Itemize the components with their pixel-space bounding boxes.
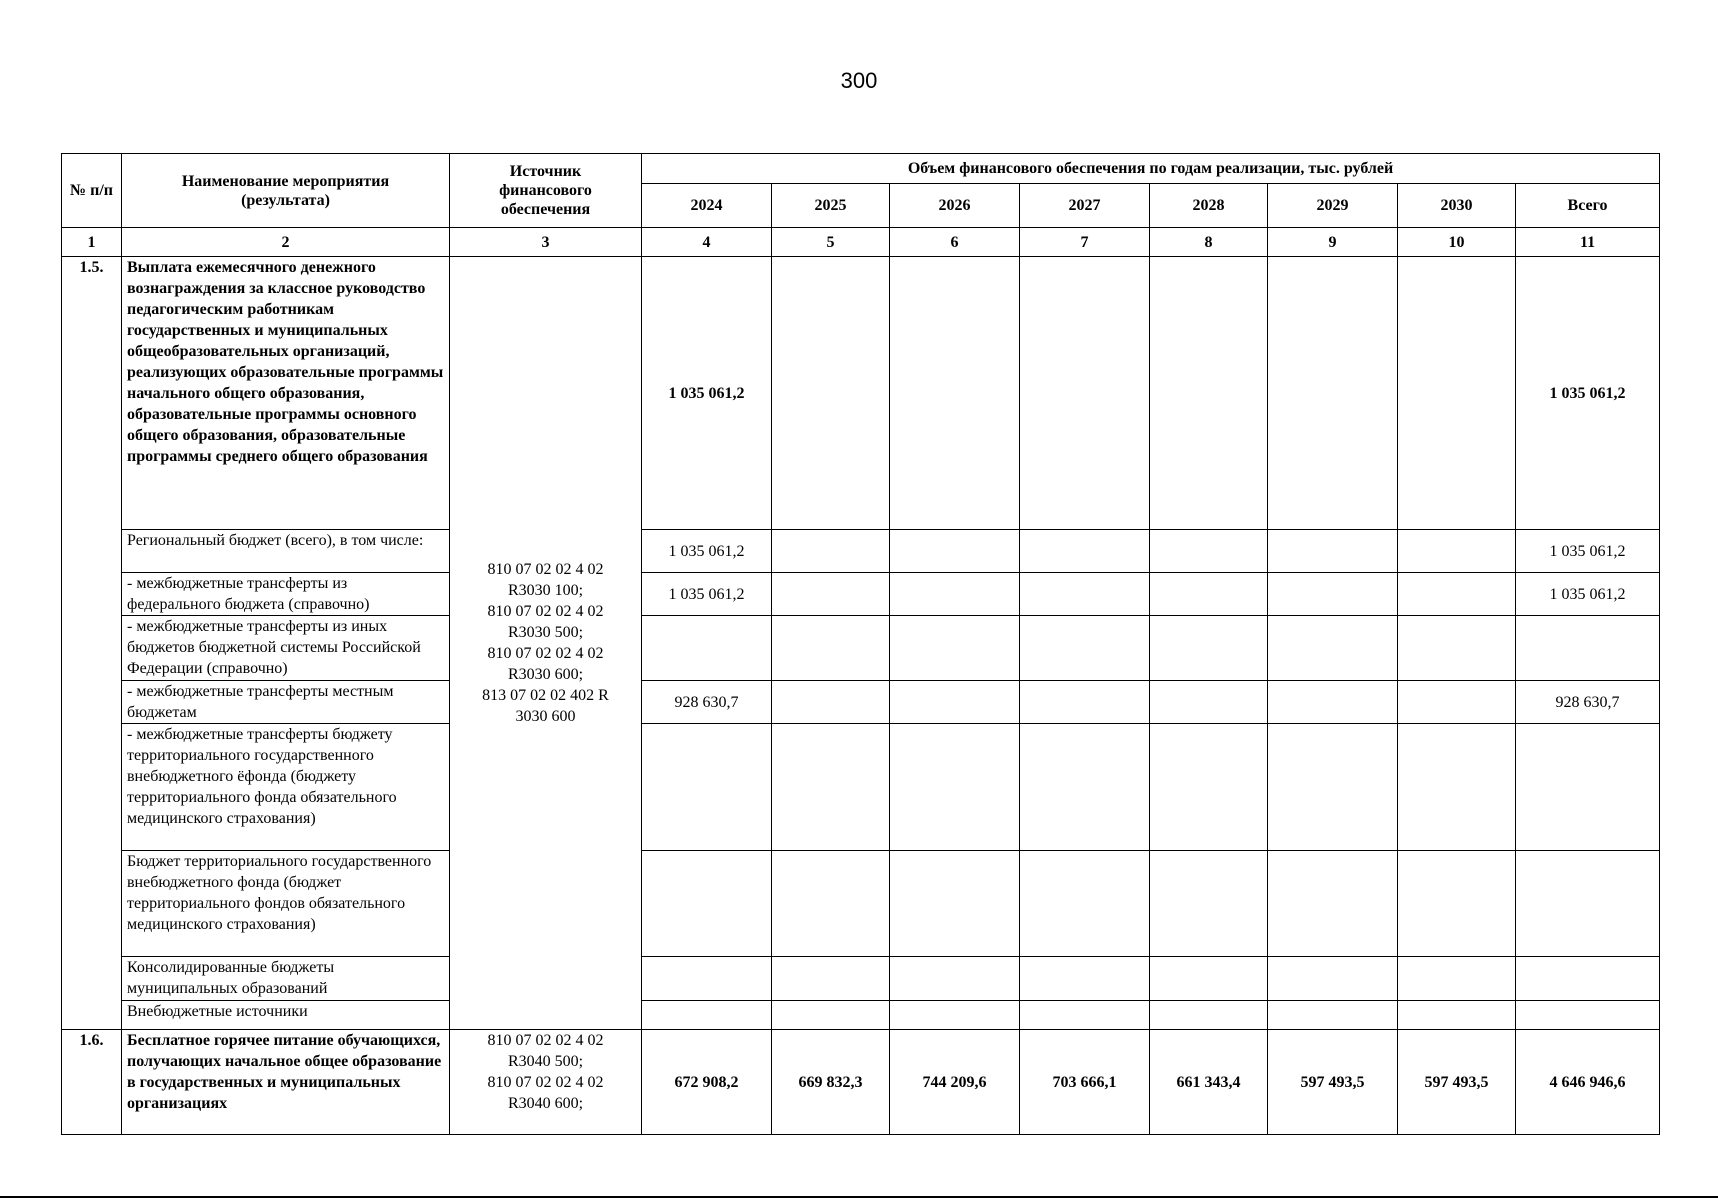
column-numbers-row — [62, 228, 1660, 257]
column-number: 2 — [122, 228, 450, 257]
value-2029 — [1268, 530, 1398, 573]
value-2026 — [890, 681, 1020, 724]
value-2029: 597 493,5 — [1268, 1030, 1398, 1135]
financing-table — [61, 153, 1660, 1135]
row-name: Консолидированные бюджеты муниципальных образований — [122, 957, 450, 1001]
source-code-line: 810 07 02 02 4 02 — [487, 603, 604, 620]
value-2028 — [1150, 530, 1268, 573]
table-row-tfoms-budget — [62, 851, 1660, 957]
value-total: 928 630,7 — [1516, 681, 1660, 724]
header-year-2025: 2025 — [772, 184, 890, 228]
value-2026 — [890, 616, 1020, 681]
value-2027 — [1020, 957, 1150, 1001]
value-2029 — [1268, 573, 1398, 616]
source-code-cell — [450, 257, 642, 1030]
value-2029 — [1268, 616, 1398, 681]
value-2027 — [1020, 724, 1150, 851]
value-total: 4 646 946,6 — [1516, 1030, 1660, 1135]
value-2024 — [642, 1001, 772, 1030]
header-volume: Объем финансового обеспечения по годам реализации, тыс. рублей — [642, 154, 1660, 184]
row-number: 1.5. — [62, 257, 122, 1030]
value-2028 — [1150, 851, 1268, 957]
row-name: - межбюджетные трансферты бюджету территориального государственного внебюджетного ёфонда (бюджету территориального фонда обязательного медицинского страхования) — [122, 724, 450, 851]
value-2026 — [890, 530, 1020, 573]
row-name: Выплата ежемесячного денежного вознаграждения за классное руководство педагогическим работникам государственных и муниципальных общеобразовательных организаций, реализующих образовательные программы начального общего образования, образовательные программы основного общего образования, образовательные программы среднего общего образования — [122, 257, 450, 530]
value-2029 — [1268, 724, 1398, 851]
column-number: 5 — [772, 228, 890, 257]
value-total — [1516, 616, 1660, 681]
source-code-line: 810 07 02 02 4 02 — [487, 1074, 604, 1091]
value-2026 — [890, 573, 1020, 616]
value-2027: 703 666,1 — [1020, 1030, 1150, 1135]
value-2026 — [890, 724, 1020, 851]
value-total — [1516, 851, 1660, 957]
page-number: 300 — [840, 68, 878, 93]
value-2030 — [1398, 681, 1516, 724]
value-2030 — [1398, 724, 1516, 851]
column-number: 10 — [1398, 228, 1516, 257]
header-name-line2: (результата) — [241, 191, 330, 209]
value-2025 — [772, 957, 890, 1001]
column-number: 4 — [642, 228, 772, 257]
value-2028 — [1150, 724, 1268, 851]
value-2024: 928 630,7 — [642, 681, 772, 724]
value-2026 — [890, 957, 1020, 1001]
header-year-2027: 2027 — [1020, 184, 1150, 228]
value-2025 — [772, 1001, 890, 1030]
value-2030 — [1398, 616, 1516, 681]
value-2024: 1 035 061,2 — [642, 573, 772, 616]
row-name: - межбюджетные трансферты местным бюджетам — [122, 681, 450, 724]
value-2029 — [1268, 957, 1398, 1001]
value-total — [1516, 1001, 1660, 1030]
value-total — [1516, 957, 1660, 1001]
header-year-2026: 2026 — [890, 184, 1020, 228]
source-code-line: R3030 100; — [507, 582, 584, 599]
column-number: 3 — [450, 228, 642, 257]
value-2028 — [1150, 257, 1268, 530]
value-total: 1 035 061,2 — [1516, 573, 1660, 616]
table-row-local — [62, 681, 1660, 724]
header-source — [450, 154, 642, 228]
value-2027 — [1020, 530, 1150, 573]
value-total — [1516, 724, 1660, 851]
header-name — [122, 154, 450, 228]
value-2024: 1 035 061,2 — [642, 257, 772, 530]
table-row-1-6 — [62, 1030, 1660, 1135]
value-2024 — [642, 957, 772, 1001]
source-code-line: 810 07 02 02 4 02 — [487, 1032, 604, 1049]
value-2024: 1 035 061,2 — [642, 530, 772, 573]
value-2026 — [890, 1001, 1020, 1030]
header-row-1 — [62, 154, 1660, 184]
value-2025: 669 832,3 — [772, 1030, 890, 1135]
value-2025 — [772, 851, 890, 957]
row-name: Бесплатное горячее питание обучающихся, получающих начальное общее образование в государственных и муниципальных организациях — [122, 1030, 450, 1135]
value-2025 — [772, 573, 890, 616]
column-number: 11 — [1516, 228, 1660, 257]
table-row-federal — [62, 573, 1660, 616]
value-2029 — [1268, 681, 1398, 724]
value-2030 — [1398, 1001, 1516, 1030]
header-source-line1: Источник — [509, 163, 582, 180]
value-2028 — [1150, 957, 1268, 1001]
header-year-2024: 2024 — [642, 184, 772, 228]
column-number: 9 — [1268, 228, 1398, 257]
header-name-line1: Наименование мероприятия — [181, 172, 390, 190]
source-code-line: 3030 600 — [515, 708, 576, 725]
row-name: - межбюджетные трансферты из иных бюджетов бюджетной системы Российской Федерации (справочно) — [122, 616, 450, 681]
row-number: 1.6. — [62, 1030, 122, 1135]
table-row-offbudget — [62, 1001, 1660, 1030]
value-2027 — [1020, 681, 1150, 724]
value-2027 — [1020, 851, 1150, 957]
row-name: Внебюджетные источники — [122, 1001, 450, 1030]
row-name: Бюджет территориального государственного внебюджетного фонда (бюджет территориального фондов обязательного медицинского страхования) — [122, 851, 450, 957]
header-source-line2: финансового — [499, 182, 592, 199]
source-code-line: R3040 500; — [507, 1053, 584, 1070]
bottom-rule — [0, 1196, 1718, 1198]
row-name: Региональный бюджет (всего), в том числе: — [122, 530, 450, 573]
source-code-line: R3030 600; — [507, 666, 584, 683]
value-2025 — [772, 616, 890, 681]
source-code-line: R3040 600; — [507, 1095, 584, 1112]
value-2024: 672 908,2 — [642, 1030, 772, 1135]
value-2030 — [1398, 257, 1516, 530]
value-2029 — [1268, 851, 1398, 957]
value-2025 — [772, 257, 890, 530]
column-number: 1 — [62, 228, 122, 257]
value-2030 — [1398, 530, 1516, 573]
table-row-regional — [62, 530, 1660, 573]
value-2029 — [1268, 257, 1398, 530]
value-2026 — [890, 851, 1020, 957]
value-2025 — [772, 530, 890, 573]
table-row-tfoms-transfer — [62, 724, 1660, 851]
source-code-cell — [450, 1030, 642, 1135]
header-total: Всего — [1516, 184, 1660, 228]
table-row-1-5 — [62, 257, 1660, 530]
header-no: № п/п — [62, 154, 122, 228]
value-2028: 661 343,4 — [1150, 1030, 1268, 1135]
value-2024 — [642, 851, 772, 957]
value-2030 — [1398, 957, 1516, 1001]
value-2028 — [1150, 1001, 1268, 1030]
value-2030 — [1398, 851, 1516, 957]
value-2026 — [890, 257, 1020, 530]
table-row-other-budgets — [62, 616, 1660, 681]
value-2027 — [1020, 616, 1150, 681]
value-2030 — [1398, 573, 1516, 616]
source-code-line: 810 07 02 02 4 02 — [487, 561, 604, 578]
value-2028 — [1150, 616, 1268, 681]
column-number: 8 — [1150, 228, 1268, 257]
source-code-line: R3030 500; — [507, 624, 584, 641]
value-2027 — [1020, 1001, 1150, 1030]
header-year-2029: 2029 — [1268, 184, 1398, 228]
row-name: - межбюджетные трансферты из федерального бюджета (справочно) — [122, 573, 450, 616]
source-code-line: 813 07 02 02 402 R — [482, 687, 609, 704]
column-number: 7 — [1020, 228, 1150, 257]
value-2024 — [642, 616, 772, 681]
value-total: 1 035 061,2 — [1516, 257, 1660, 530]
header-source-line3: обеспечения — [500, 201, 591, 218]
value-2030: 597 493,5 — [1398, 1030, 1516, 1135]
header-year-2028: 2028 — [1150, 184, 1268, 228]
value-total: 1 035 061,2 — [1516, 530, 1660, 573]
source-code-line: 810 07 02 02 4 02 — [487, 645, 604, 662]
table-row-municipal — [62, 957, 1660, 1001]
column-number: 6 — [890, 228, 1020, 257]
value-2025 — [772, 724, 890, 851]
value-2026: 744 209,6 — [890, 1030, 1020, 1135]
value-2027 — [1020, 257, 1150, 530]
value-2029 — [1268, 1001, 1398, 1030]
value-2024 — [642, 724, 772, 851]
value-2027 — [1020, 573, 1150, 616]
value-2025 — [772, 681, 890, 724]
value-2028 — [1150, 573, 1268, 616]
header-year-2030: 2030 — [1398, 184, 1516, 228]
value-2028 — [1150, 681, 1268, 724]
